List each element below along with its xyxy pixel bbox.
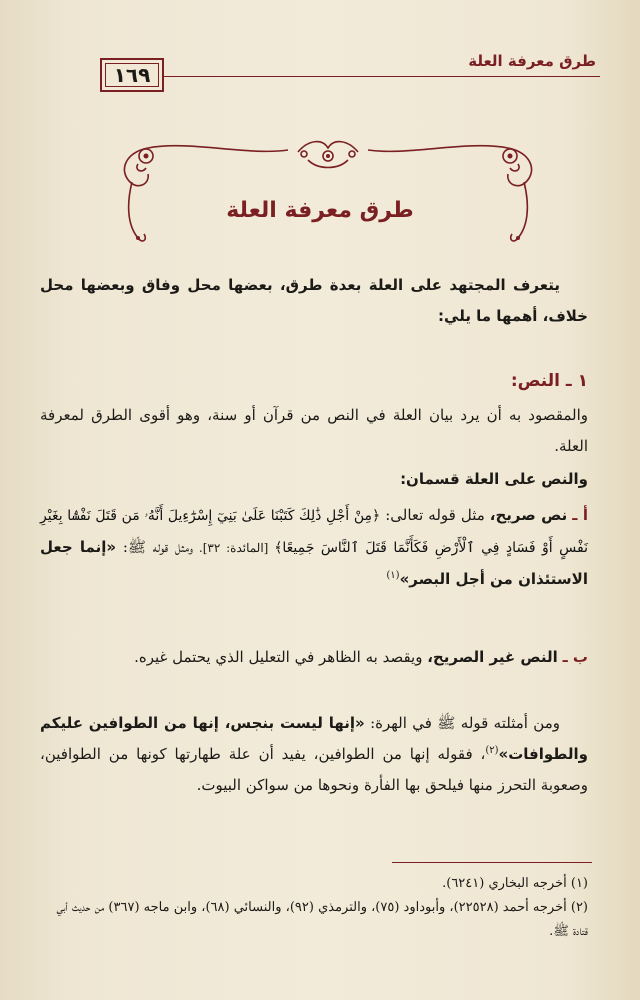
page-number-box bbox=[100, 58, 164, 92]
footnote-text: أخرجه أحمد (٢٢٥٢٨)، وأبوداود (٧٥)، والترمذي (٩٢)، والنسائي (٦٨)، وابن ماجه (٣٦٧) من حديث أبي قتادة ﷺ. bbox=[56, 900, 588, 939]
type-b-term: النص غير الصريح، bbox=[427, 648, 558, 666]
footnote-ref-2[interactable]: (٢) bbox=[485, 745, 499, 756]
chapter-title: طرق معرفة العلة bbox=[226, 198, 414, 223]
intro-paragraph bbox=[40, 270, 588, 332]
type-b-paragraph bbox=[40, 642, 588, 673]
hadith-quote-1: «إنما جعل الاستئذان من أجل البصر» bbox=[40, 538, 588, 588]
example-text2: ، فقوله إنها من الطوافين، يفيد أن علة طهارتها كونها من الطوافين، وصعوبة التحرز منها فيلحق بها الفأرة ونحوها من سواكن البيوت. bbox=[40, 745, 588, 794]
footnote-2 bbox=[40, 896, 588, 944]
example-text1: ومن أمثلته قوله ﷺ في الهرة: bbox=[364, 714, 560, 732]
running-title: طرق معرفة العلة bbox=[468, 52, 596, 70]
type-a-text2: ومثل قوله ﷺ: bbox=[116, 538, 194, 556]
example-paragraph bbox=[40, 708, 588, 801]
footnote-number: (٢) bbox=[570, 900, 588, 915]
floral-ornament-icon bbox=[108, 126, 548, 246]
footnote-1 bbox=[40, 872, 588, 896]
page-number: ١٦٩ bbox=[113, 63, 151, 87]
type-a-text: مثل قوله تعالى: bbox=[380, 506, 490, 524]
footnote-number: (١) bbox=[570, 876, 588, 891]
footnote-rule bbox=[392, 862, 592, 863]
hadith-quote-2: «إنها ليست بنجس، إنها من الطوافين عليكم والطوافات» bbox=[40, 714, 588, 763]
type-a-term: نص صريح، bbox=[489, 506, 568, 524]
type-b-text: ويقصد به الظاهر في التعليل الذي يحتمل غيره. bbox=[134, 648, 428, 666]
section-heading-block bbox=[40, 366, 588, 397]
types-heading: والنص على العلة قسمان: bbox=[400, 470, 588, 488]
type-a-paragraph bbox=[40, 500, 588, 595]
section1-text: والمقصود به أن يرد بيان العلة في النص من قرآن أو سنة، وهو أقوى الطرق لمعرفة العلة. bbox=[40, 406, 588, 455]
section1-paragraph bbox=[40, 400, 588, 462]
type-a-marker: أ ـ bbox=[572, 506, 588, 524]
quran-reference: [المائدة: ٣٢]. bbox=[193, 541, 275, 555]
intro-text: يتعرف المجتهد على العلة بعدة طرق، بعضها محل وفاق وبعضها محل خلاف، أهمها ما يلي: bbox=[40, 276, 588, 325]
footnotes bbox=[40, 872, 588, 944]
quran-verse: ﴿مِنْ أَجْلِ ذَٰلِكَ كَتَبْنَا عَلَىٰ بَنِيٓ إِسْرَٰٓءِيلَ أَنَّهُۥ مَن قَتَلَ نَفْسًۢا بِغَيْرِ نَفْسٍ أَوْ فَسَادٍ فِي ٱلْأَرْضِ فَكَأَنَّمَا قَتَلَ ٱلنَّاسَ جَمِيعًا﴾ bbox=[40, 508, 588, 556]
footnote-text: أخرجه البخاري (٦٢٤١). bbox=[442, 876, 567, 891]
type-b-marker: ب ـ bbox=[562, 648, 588, 666]
footnote-ref-1[interactable]: (١) bbox=[386, 570, 400, 581]
section1-heading: ١ ـ النص: bbox=[510, 371, 588, 391]
types-heading-block bbox=[40, 464, 588, 495]
header-rule bbox=[100, 76, 600, 77]
